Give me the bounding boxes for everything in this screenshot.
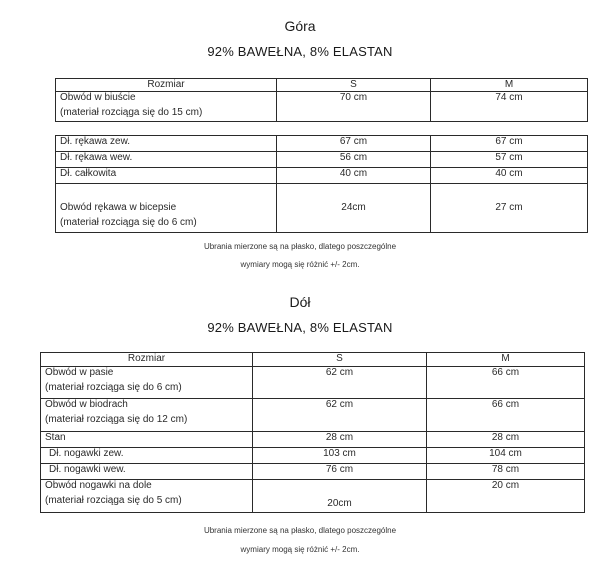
- size-header-s: S: [277, 79, 431, 92]
- bicep-label: Obwód rękawa w bicepsie (materiał rozciąga się do 6 cm): [56, 184, 277, 233]
- size-header-label: Rozmiar: [41, 353, 253, 367]
- top-title: Góra: [284, 18, 316, 34]
- table-row: [41, 367, 585, 399]
- bust-m: 74 cm: [431, 92, 588, 122]
- top-measure-note: Ubrania mierzone są na płasko, dlatego poszczególne wymiary mogą się różnić +/- 2cm.: [203, 242, 397, 269]
- sleeve-inner-s: 56 cm: [277, 152, 431, 168]
- waist-label: Obwód w pasie (materiał rozciąga się do 6 cm): [41, 367, 253, 399]
- sleeve-inner-label: Dł. rękawa wew.: [56, 152, 277, 168]
- leg-hem-m: 20 cm: [427, 480, 585, 513]
- table-row: [56, 79, 588, 92]
- bust-label: Obwód w biuście (materiał rozciąga się do 15 cm): [56, 92, 277, 122]
- sleeve-outer-m: 67 cm: [431, 136, 588, 152]
- table-row: [41, 399, 585, 432]
- leg-hem-label: Obwód nogawki na dole (materiał rozciąga się do 5 cm): [41, 480, 253, 513]
- waist-m: 66 cm: [427, 367, 585, 399]
- table-row: [56, 168, 588, 184]
- table-row: [56, 152, 588, 168]
- sleeve-inner-m: 57 cm: [431, 152, 588, 168]
- total-length-m: 40 cm: [431, 168, 588, 184]
- sleeve-outer-s: 67 cm: [277, 136, 431, 152]
- rise-label: Stan: [41, 432, 253, 448]
- sleeve-outer-label: Dł. rękawa zew.: [56, 136, 277, 152]
- bicep-m: 27 cm: [431, 184, 588, 233]
- rise-m: 28 cm: [427, 432, 585, 448]
- rise-s: 28 cm: [253, 432, 427, 448]
- bottom-measure-note: Ubrania mierzone są na płasko, dlatego poszczególne wymiary mogą się różnić +/- 2cm.: [203, 526, 397, 554]
- leg-hem-s: 20cm: [253, 480, 427, 513]
- hips-label: Obwód w biodrach (materiał rozciąga się do 12 cm): [41, 399, 253, 432]
- bottom-size-table: [40, 352, 585, 513]
- size-header-m: M: [427, 353, 585, 367]
- table-row: [56, 136, 588, 152]
- table-row: [41, 480, 585, 513]
- total-length-label: Dł. całkowita: [56, 168, 277, 184]
- leg-outer-label: Dł. nogawki zew.: [41, 448, 253, 464]
- waist-s: 62 cm: [253, 367, 427, 399]
- leg-outer-s: 103 cm: [253, 448, 427, 464]
- bottom-material: 92% BAWEŁNA, 8% ELASTAN: [207, 320, 393, 335]
- size-header-m: M: [431, 79, 588, 92]
- bicep-s: 24cm: [277, 184, 431, 233]
- total-length-s: 40 cm: [277, 168, 431, 184]
- table-row: [41, 448, 585, 464]
- top-material: 92% BAWEŁNA, 8% ELASTAN: [207, 44, 393, 59]
- size-header-s: S: [253, 353, 427, 367]
- table-row: [41, 353, 585, 367]
- bottom-title: Dół: [289, 294, 311, 310]
- top-size-table-header: [55, 78, 588, 122]
- hips-m: 66 cm: [427, 399, 585, 432]
- leg-inner-m: 78 cm: [427, 464, 585, 480]
- table-row: [41, 464, 585, 480]
- table-row: [56, 92, 588, 122]
- table-row: [41, 432, 585, 448]
- hips-s: 62 cm: [253, 399, 427, 432]
- leg-inner-label: Dł. nogawki wew.: [41, 464, 253, 480]
- bust-s: 70 cm: [277, 92, 431, 122]
- size-header-label: Rozmiar: [56, 79, 277, 92]
- top-size-table-body: [55, 135, 588, 233]
- leg-inner-s: 76 cm: [253, 464, 427, 480]
- table-row: [56, 184, 588, 233]
- leg-outer-m: 104 cm: [427, 448, 585, 464]
